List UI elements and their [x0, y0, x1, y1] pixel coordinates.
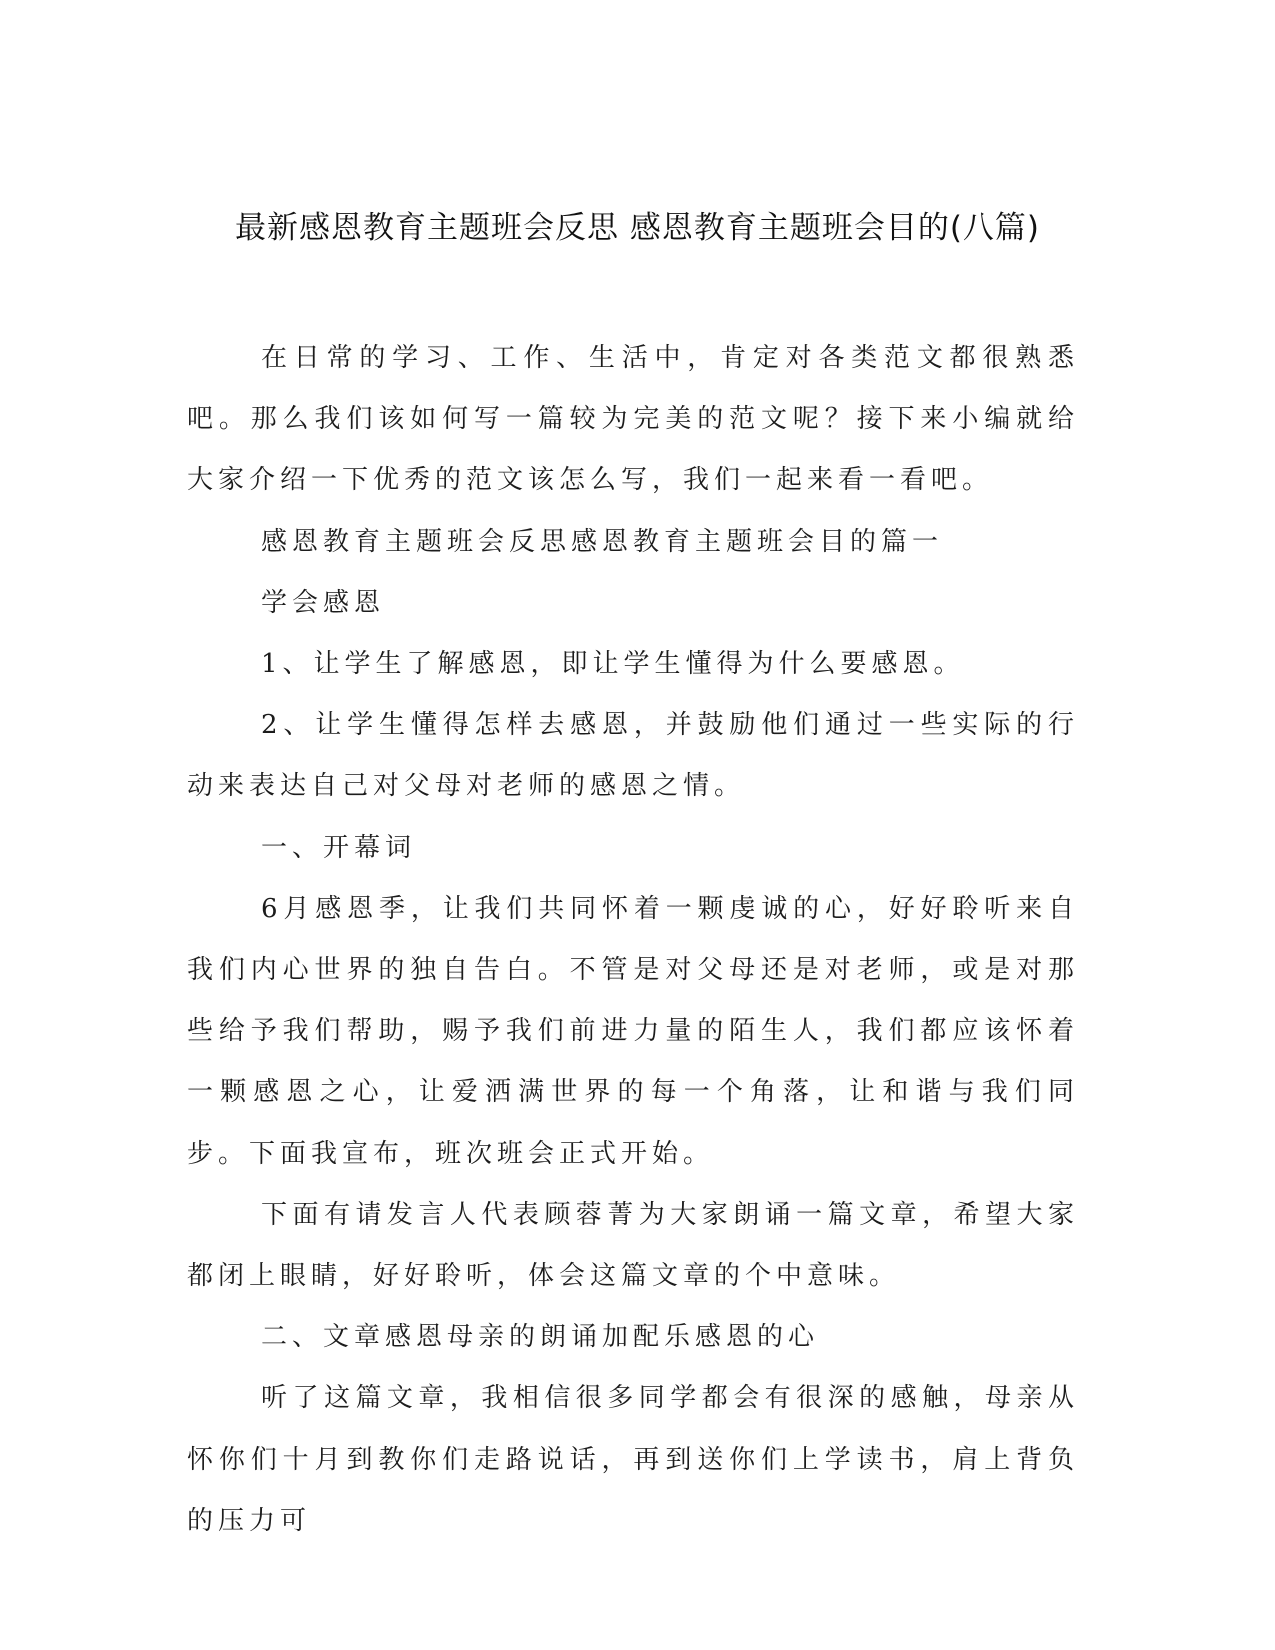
opening-speech-paragraph: 6月感恩季，让我们共同怀着一颗虔诚的心，好好聆听来自我们内心世界的独自告白。不管是对父母还是对老师，或是对那些给予我们帮助，赐予我们前进力量的陌生人，我们都应该怀着一颗感恩之心，让爱洒满世界的每一个角落，让和谐与我们同步。下面我宣布，班次班会正式开始。	[187, 893, 1079, 1169]
section-heading-part-one: 感恩教育主题班会反思感恩教育主题班会目的篇一	[261, 526, 944, 557]
subheading-learn-gratitude: 学会感恩	[261, 587, 386, 618]
goal-item-1: 1、让学生了解感恩，即让学生懂得为什么要感恩。	[261, 649, 965, 680]
goal-item-2: 2、让学生懂得怎样去感恩，并鼓励他们通过一些实际的行动来表达自己对父母对老师的感恩之情。	[187, 710, 1079, 802]
recitation-heading: 二、文章感恩母亲的朗诵加配乐感恩的心	[261, 1322, 820, 1353]
document-title: 最新感恩教育主题班会反思 感恩教育主题班会目的(八篇)	[234, 210, 1041, 246]
opening-speech-heading: 一、开幕词	[261, 832, 417, 863]
intro-paragraph: 在日常的学习、工作、生活中，肯定对各类范文都很熟悉吧。那么我们该如何写一篇较为完美的范文呢？接下来小编就给大家介绍一下优秀的范文该怎么写，我们一起来看一看吧。	[187, 343, 1079, 496]
document-body	[187, 328, 1079, 1552]
reflection-paragraph: 听了这篇文章，我相信很多同学都会有很深的感触，母亲从怀你们十月到教你们走路说话，再到送你们上学读书，肩上背负的压力可	[187, 1383, 1079, 1536]
recitation-invitation-paragraph: 下面有请发言人代表顾蓉菁为大家朗诵一篇文章，希望大家都闭上眼睛，好好聆听，体会这篇文章的个中意味。	[187, 1199, 1079, 1292]
